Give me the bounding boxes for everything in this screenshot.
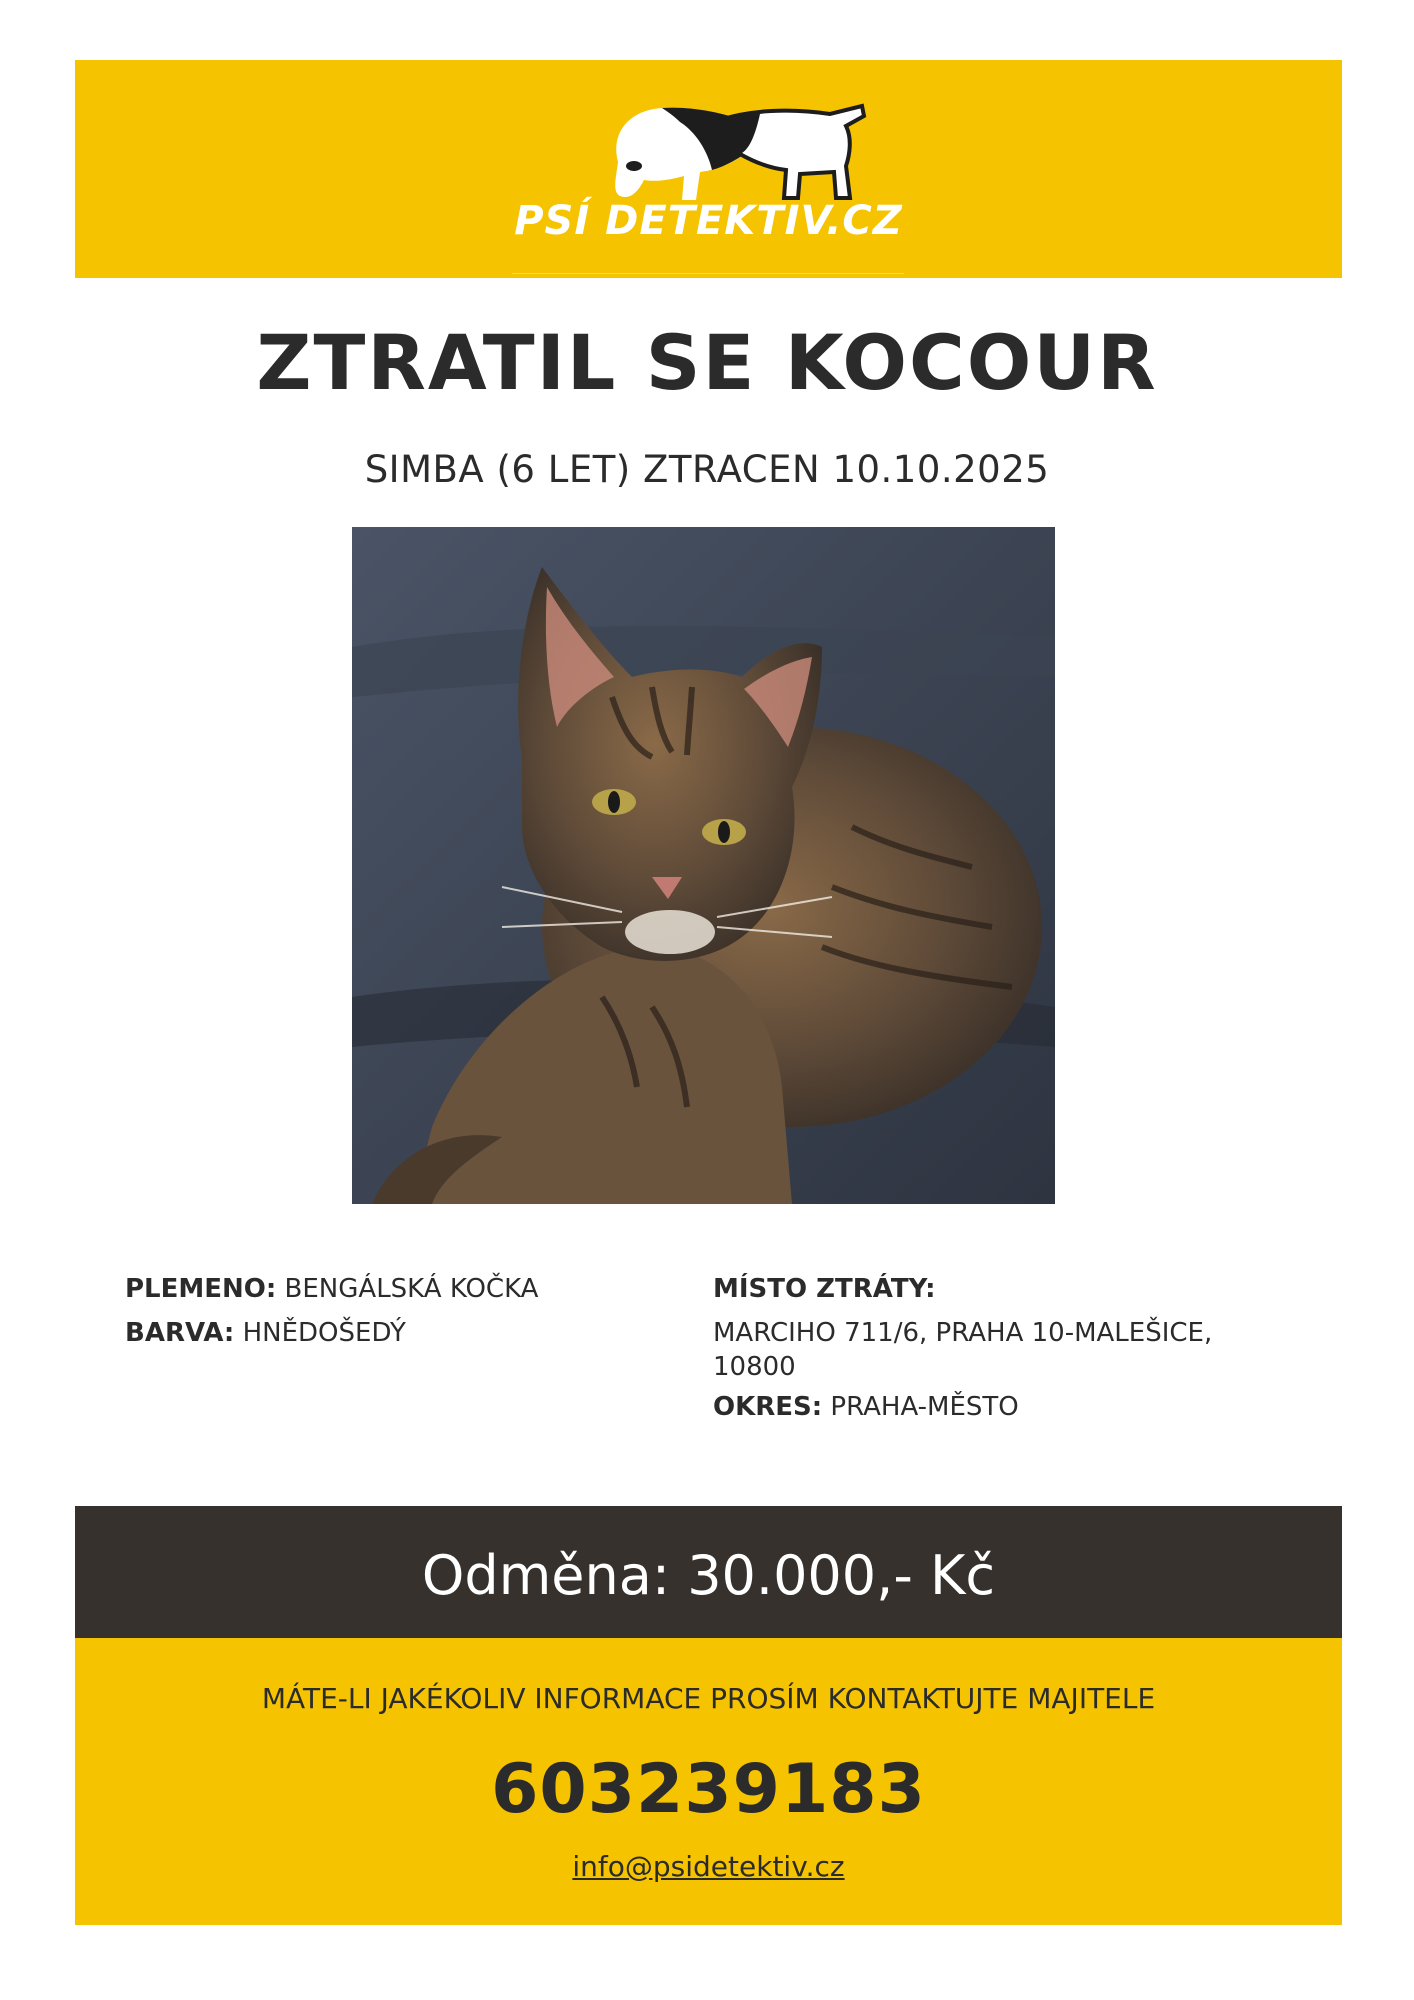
- header-divider: [512, 273, 904, 274]
- contact-instruction: MÁTE-LI JAKÉKOLIV INFORMACE PROSÍM KONTAKTUJTE MAJITELE: [261, 1682, 1156, 1715]
- reward-text: Odměna: 30.000,- Kč: [421, 1544, 996, 1607]
- dog-silhouette-logo-icon: [600, 92, 880, 212]
- breed-line: [125, 1272, 685, 1306]
- brand-name: PSÍ DETEKTIV.CZ: [514, 198, 903, 244]
- color-value: HNĚDOŠEDÝ: [242, 1318, 406, 1348]
- breed-value: BENGÁLSKÁ KOČKA: [284, 1274, 539, 1304]
- page-title: ZTRATIL SE KOCOUR: [256, 318, 1158, 407]
- breed-label: PLEMENO:: [125, 1274, 277, 1304]
- reward-banner: [75, 1506, 1342, 1638]
- email-link[interactable]: info@psidetektiv.cz: [572, 1850, 845, 1883]
- location-label: MÍSTO ZTRÁTY:: [713, 1274, 936, 1304]
- district-line: [713, 1390, 1253, 1424]
- page-subtitle: SIMBA (6 LET) ZTRACEN 10.10.2025: [364, 448, 1050, 491]
- location-line-1: MARCIHO 711/6, PRAHA 10-MALEŠICE,: [713, 1318, 1213, 1348]
- pet-details: [125, 1272, 685, 1360]
- district-value: PRAHA-MĚSTO: [830, 1392, 1019, 1422]
- location-line-2: 10800: [713, 1352, 796, 1382]
- tabby-cat-photo-icon: [352, 527, 1055, 1204]
- email-line: [75, 1850, 1342, 1883]
- phone-number[interactable]: 603239183: [491, 1750, 926, 1829]
- contact-footer: [75, 1638, 1342, 1925]
- location-details: [713, 1272, 1253, 1434]
- location-label-line: [713, 1272, 1253, 1306]
- header-banner: [75, 60, 1342, 278]
- location-address: [713, 1316, 1253, 1384]
- color-label: BARVA:: [125, 1318, 235, 1348]
- color-line: [125, 1316, 685, 1350]
- district-label: OKRES:: [713, 1392, 823, 1422]
